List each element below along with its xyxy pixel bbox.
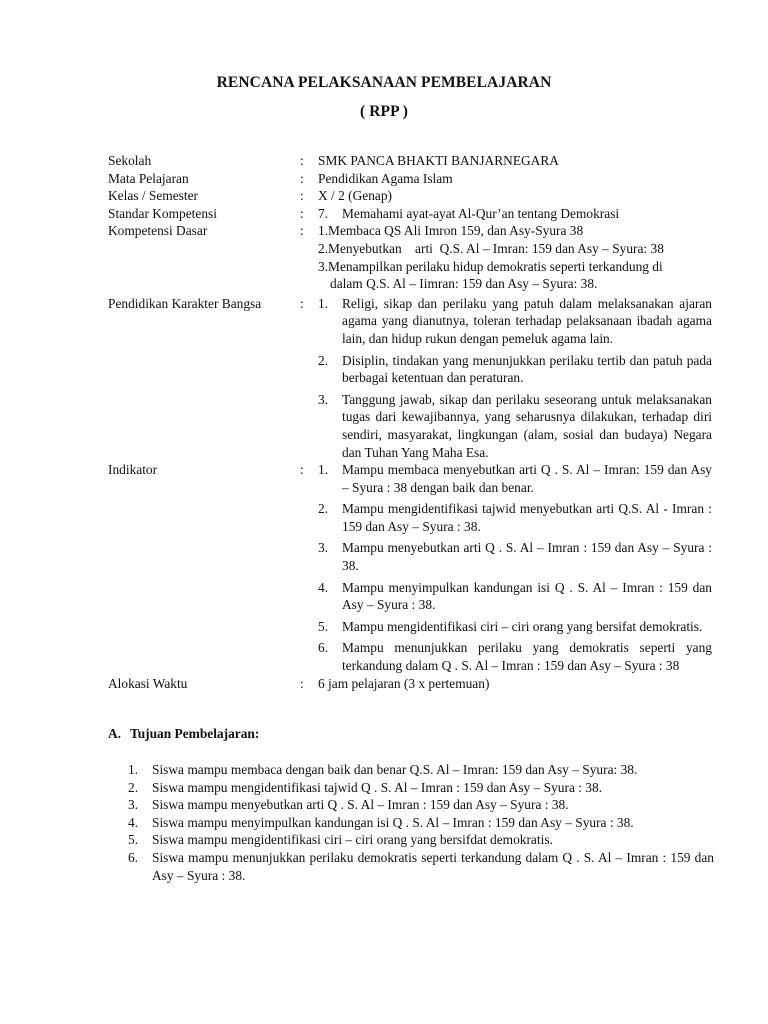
item-number: 4.	[128, 814, 139, 830]
section-letter: A.	[108, 726, 122, 741]
item-text: Mampu membaca menyebutkan arti Q . S. Al – Imran: 159 dan Asy – Syura : 38 dengan baik dan benar.	[342, 462, 712, 495]
list-item	[318, 618, 712, 636]
label-indikator: Indikator	[108, 462, 158, 478]
item-number: 6.	[318, 640, 329, 656]
row-sekolah	[108, 152, 712, 170]
list-item	[128, 796, 714, 814]
row-alokasi-waktu	[108, 675, 712, 693]
row-pendidikan-karakter	[108, 295, 712, 461]
item-text: Disiplin, tindakan yang menunjukkan perilaku tertib dan patuh pada berbagai ketentuan dan peraturan.	[342, 352, 712, 386]
item-number: 5.	[318, 618, 329, 634]
list-item	[318, 352, 712, 387]
colon: :	[300, 223, 304, 239]
colon: :	[300, 462, 304, 478]
section-heading-tujuan	[108, 725, 259, 743]
item-number: 3.	[128, 797, 139, 813]
list-item	[318, 539, 712, 574]
value-indikator	[318, 461, 712, 675]
list-item	[128, 761, 714, 779]
value-sekolah: SMK PANCA BHAKTI BANJARNEGARA	[318, 153, 559, 168]
item-number: 4.	[318, 579, 329, 595]
identity-table	[108, 152, 712, 692]
list-item	[318, 500, 712, 535]
item-text: Siswa mampu menyimpulkan kandungan isi Q . S. Al – Imran : 159 dan Asy – Syura : 38.	[152, 814, 634, 830]
label-mata-pelajaran: Mata Pelajaran	[108, 170, 189, 186]
value-standar-kompetensi	[318, 205, 712, 223]
list-item	[318, 639, 712, 674]
list-item	[318, 579, 712, 614]
row-kompetensi-dasar	[108, 222, 712, 292]
value-kompetensi-dasar	[318, 222, 712, 292]
list-item	[128, 814, 714, 832]
colon: :	[300, 675, 304, 691]
colon: :	[300, 295, 304, 311]
item-text: Mampu menunjukkan perilaku yang demokratis seperti yang terkandung dalam Q . S. Al – Imran : 159 dan Asy – Syura : 38	[342, 640, 712, 674]
label-sekolah: Sekolah	[108, 153, 152, 168]
label-kompetensi-dasar: Kompetensi Dasar	[108, 223, 208, 239]
section-title: Tujuan Pembelajaran:	[130, 726, 260, 741]
list-item	[128, 779, 714, 797]
list-item	[318, 391, 712, 461]
document-title: RENCANA PELAKSANAAN PEMBELAJARAN	[216, 74, 552, 91]
kd-line: 3.Menampilkan perilaku hidup demokratis seperti terkandung di	[318, 258, 663, 274]
list-item	[128, 849, 714, 884]
colon: :	[300, 205, 304, 221]
item-text: Siswa mampu menunjukkan perilaku demokratis seperti terkandung dalam Q . S. Al – Imran : 159 dan Asy – Syura : 38.	[152, 849, 714, 883]
item-number: 1.	[318, 295, 329, 311]
item-text: Mampu menyimpulkan kandungan isi Q . S. Al – Imran : 159 dan Asy – Syura : 38.	[342, 579, 712, 613]
sk-text: Memahami ayat-ayat Al-Qur’an tentang Demokrasi	[342, 205, 620, 221]
item-number: 3.	[318, 540, 329, 556]
document-subtitle: ( RPP )	[359, 103, 409, 120]
list-item	[318, 295, 712, 348]
row-indikator	[108, 461, 712, 675]
value-kelas-semester: X / 2 (Genap)	[318, 188, 392, 204]
kd-line: 2.Menyebutkan arti Q.S. Al – Imran: 159 dan Asy – Syura: 38	[318, 240, 664, 256]
colon: :	[300, 188, 304, 204]
colon: :	[300, 170, 304, 186]
value-alokasi-waktu: 6 jam pelajaran (3 x pertemuan)	[318, 675, 490, 691]
item-number: 1.	[318, 462, 329, 478]
item-number: 2.	[318, 501, 329, 517]
list-item	[128, 831, 714, 849]
item-number: 6.	[128, 849, 139, 865]
row-kelas-semester	[108, 187, 712, 205]
item-text: Siswa mampu mengidentifikasi tajwid Q . S. Al – Imran : 159 dan Asy – Syura : 38.	[152, 779, 603, 795]
item-text: Siswa mampu menyebutkan arti Q . S. Al – Imran : 159 dan Asy – Syura : 38.	[152, 797, 569, 813]
label-pendidikan-karakter: Pendidikan Karakter Bangsa	[108, 295, 262, 311]
value-pendidikan-karakter	[318, 295, 712, 461]
row-standar-kompetensi	[108, 205, 712, 223]
item-text: Tanggung jawab, sikap dan perilaku seseorang untuk melaksanakan tugas dari kewajibannya, yang seharusnya dilakukan, terhadap diri sendiri, masyarakat, lingkungan (alam, sosial dan budaya) Negara dan Tuhan Yang Maha Esa.	[342, 391, 712, 460]
colon: :	[300, 153, 304, 168]
value-mata-pelajaran: Pendidikan Agama Islam	[318, 170, 453, 186]
item-text: Mampu mengidentifikasi tajwid menyebutkan arti Q.S. Al - Imran : 159 dan Asy – Syura : 38.	[342, 501, 712, 534]
sk-number: 7.	[318, 205, 329, 221]
item-number: 5.	[128, 832, 139, 848]
item-text: Mampu mengidentifikasi ciri – ciri orang yang bersifat demokratis.	[342, 618, 703, 634]
item-number: 2.	[128, 779, 139, 795]
item-text: Siswa mampu membaca dengan baik dan benar Q.S. Al – Imran: 159 dan Asy – Syura: 38.	[152, 762, 638, 777]
tujuan-list	[128, 761, 714, 884]
item-number: 2.	[318, 352, 329, 368]
row-mata-pelajaran	[108, 170, 712, 188]
item-text: Religi, sikap dan perilaku yang patuh dalam melaksanakan ajaran agama yang dianutnya, toleran terhadap pelaksanaan ibadah agama lain, dan hidup rukun dengan pemeluk agama lain.	[342, 295, 712, 346]
kd-line: 1.Membaca QS Ali Imron 159, dan Asy-Syura 38	[318, 223, 584, 239]
label-standar-kompetensi: Standar Kompetensi	[108, 205, 217, 221]
label-kelas-semester: Kelas / Semester	[108, 188, 198, 204]
item-text: Siswa mampu mengidentifikasi ciri – ciri orang yang bersifdat demokratis.	[152, 832, 553, 848]
label-alokasi-waktu: Alokasi Waktu	[108, 675, 188, 691]
item-number: 1.	[128, 762, 139, 777]
item-text: Mampu menyebutkan arti Q . S. Al – Imran : 159 dan Asy – Syura : 38.	[342, 540, 712, 574]
list-item	[318, 461, 712, 496]
item-number: 3.	[318, 391, 329, 407]
kd-line: dalam Q.S. Al – Iimran: 159 dan Asy – Syura: 38.	[330, 276, 598, 292]
